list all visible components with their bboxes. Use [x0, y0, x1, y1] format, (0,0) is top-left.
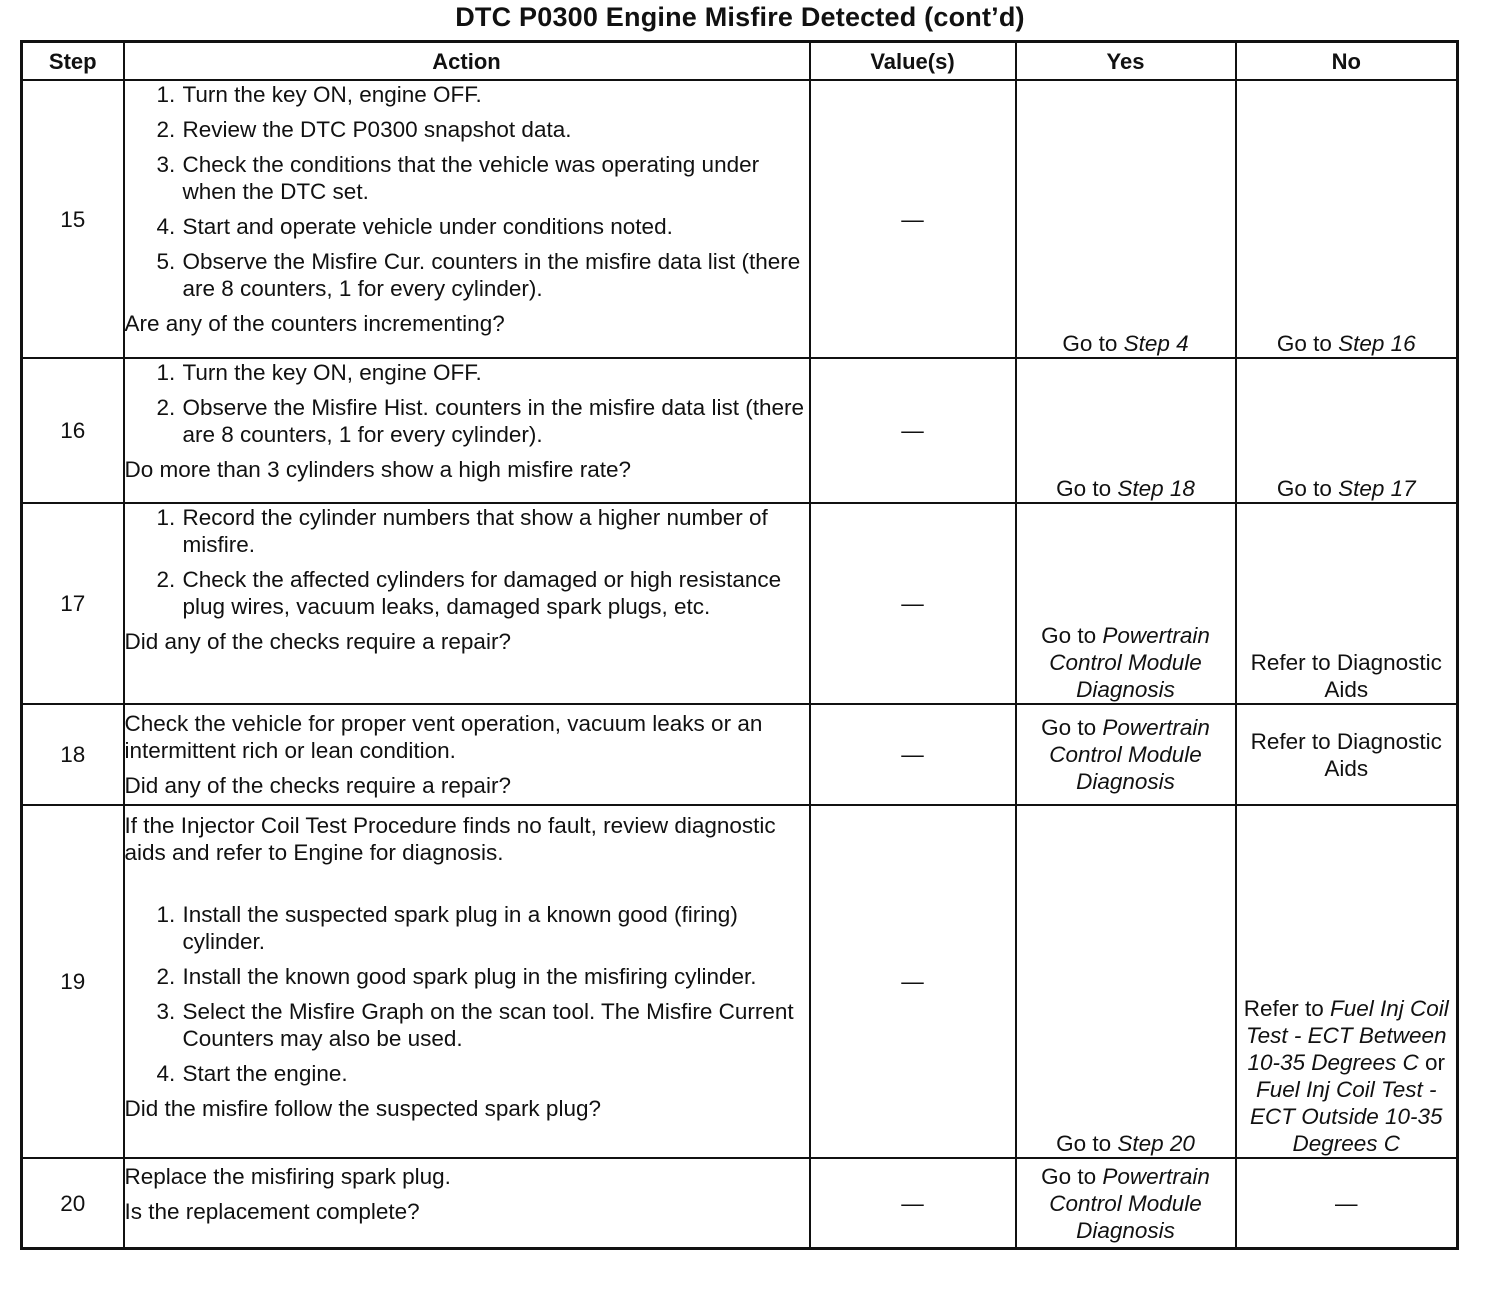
no-cell	[1236, 80, 1458, 358]
yes-prefix: Go to	[1041, 623, 1103, 648]
action-steps-list	[125, 901, 809, 1087]
column-header-values: Value(s)	[810, 42, 1016, 81]
action-cell	[124, 80, 810, 358]
yes-reference: Step 20	[1117, 1131, 1195, 1156]
value-cell: —	[810, 805, 1016, 1158]
yes-prefix: Go to	[1041, 1163, 1103, 1189]
action-cell	[124, 704, 810, 805]
no-prefix: Go to	[1276, 331, 1339, 356]
table-row-step-19	[22, 805, 1458, 1158]
value-cell: —	[810, 80, 1016, 358]
no-reference: Step 17	[1338, 476, 1416, 501]
action-intro: Replace the misfiring spark plug.	[124, 1164, 451, 1189]
action-cell	[124, 503, 810, 704]
yes-reference: Powertrain Control Module Diagnosis	[1049, 1163, 1210, 1243]
action-question: Did the misfire follow the suspected spark plug?	[124, 1096, 601, 1121]
yes-prefix: Go to	[1041, 715, 1103, 740]
action-step: 1. Turn the key ON, engine OFF.	[182, 359, 809, 386]
no-reference: Step 16	[1338, 331, 1416, 356]
action-cell	[124, 1158, 810, 1249]
table-row-step-17	[22, 503, 1458, 704]
action-cell	[124, 805, 810, 1158]
no-cell: —	[1236, 1158, 1458, 1249]
yes-prefix: Go to	[1062, 331, 1124, 356]
no-cell: Refer to Diagnostic Aids	[1236, 503, 1458, 704]
action-step: 2. Observe the Misfire Hist. counters in the misfire data list (there are 8 counters, 1 for every cylinder).	[182, 394, 809, 448]
action-step: 1. Record the cylinder numbers that show a higher number of misfire.	[182, 504, 809, 558]
action-step: 1. Turn the key ON, engine OFF.	[182, 81, 809, 108]
no-reference-1: Fuel Inj Coil Test - ECT Between 10-35 Degrees C	[1245, 996, 1449, 1075]
action-steps-list	[125, 504, 809, 620]
table-row-step-18	[22, 704, 1458, 805]
column-header-yes: Yes	[1016, 42, 1236, 81]
yes-cell	[1016, 704, 1236, 805]
value-cell: —	[810, 503, 1016, 704]
action-steps-list	[125, 81, 809, 302]
action-question: Do more than 3 cylinders show a high misfire rate?	[124, 457, 631, 482]
action-steps-list	[125, 359, 809, 448]
value-cell: —	[810, 1158, 1016, 1249]
header-row	[22, 42, 1458, 81]
action-question: Are any of the counters incrementing?	[124, 311, 505, 336]
action-question: Did any of the checks require a repair?	[124, 773, 511, 798]
yes-cell	[1016, 80, 1236, 358]
action-cell	[124, 358, 810, 503]
value-cell: —	[810, 704, 1016, 805]
yes-cell	[1016, 503, 1236, 704]
yes-reference: Step 4	[1123, 331, 1189, 356]
yes-reference: Powertrain Control Module Diagnosis	[1049, 715, 1210, 794]
step-number: 17	[22, 503, 124, 704]
table-row-step-15	[22, 80, 1458, 358]
no-prefix: Refer to	[1243, 996, 1330, 1021]
page-title: DTC P0300 Engine Misfire Detected (cont’d)	[455, 2, 1025, 32]
action-step: 1. Install the suspected spark plug in a known good (firing) cylinder.	[182, 901, 809, 955]
no-cell	[1236, 358, 1458, 503]
no-cell	[1236, 805, 1458, 1158]
yes-cell	[1016, 805, 1236, 1158]
no-reference-2: Fuel Inj Coil Test - ECT Outside 10-35 Degrees C	[1249, 1077, 1443, 1156]
action-step: 2. Check the affected cylinders for damaged or high resistance plug wires, vacuum leaks, damaged spark plugs, etc.	[182, 566, 809, 620]
step-number: 18	[22, 704, 124, 805]
action-step: 5. Observe the Misfire Cur. counters in the misfire data list (there are 8 counters, 1 for every cylinder).	[182, 248, 809, 302]
step-number: 15	[22, 80, 124, 358]
table-row-step-16	[22, 358, 1458, 503]
no-conjunction: or	[1418, 1050, 1446, 1075]
step-number: 19	[22, 805, 124, 1158]
yes-cell	[1016, 1158, 1236, 1249]
yes-prefix: Go to	[1056, 476, 1118, 501]
no-cell: Refer to Diagnostic Aids	[1236, 704, 1458, 805]
action-intro: If the Injector Coil Test Procedure finds no fault, review diagnostic aids and refer to Engine for diagnosis.	[124, 813, 776, 865]
column-header-step: Step	[22, 42, 124, 81]
yes-reference: Powertrain Control Module Diagnosis	[1049, 623, 1210, 702]
no-prefix: Go to	[1276, 476, 1339, 501]
action-step: 3. Check the conditions that the vehicle was operating under when the DTC set.	[182, 151, 809, 205]
table-row-step-20	[22, 1158, 1458, 1249]
diagnostic-table	[20, 40, 1459, 1250]
action-step: 2. Install the known good spark plug in the misfiring cylinder.	[182, 963, 809, 990]
action-intro: Check the vehicle for proper vent operation, vacuum leaks or an intermittent rich or lean condition.	[124, 711, 763, 763]
action-question: Did any of the checks require a repair?	[124, 629, 511, 654]
column-header-no: No	[1236, 42, 1458, 81]
action-step: 2. Review the DTC P0300 snapshot data.	[182, 116, 809, 143]
yes-reference: Step 18	[1117, 476, 1195, 501]
action-question: Is the replacement complete?	[124, 1199, 420, 1224]
step-number: 20	[22, 1158, 124, 1249]
value-cell: —	[810, 358, 1016, 503]
action-step: 3. Select the Misfire Graph on the scan tool. The Misfire Current Counters may also be used.	[182, 998, 809, 1052]
step-number: 16	[22, 358, 124, 503]
yes-cell	[1016, 358, 1236, 503]
yes-prefix: Go to	[1056, 1131, 1118, 1156]
action-step: 4. Start the engine.	[182, 1060, 809, 1087]
column-header-action: Action	[124, 42, 810, 81]
action-step: 4. Start and operate vehicle under conditions noted.	[182, 213, 809, 240]
